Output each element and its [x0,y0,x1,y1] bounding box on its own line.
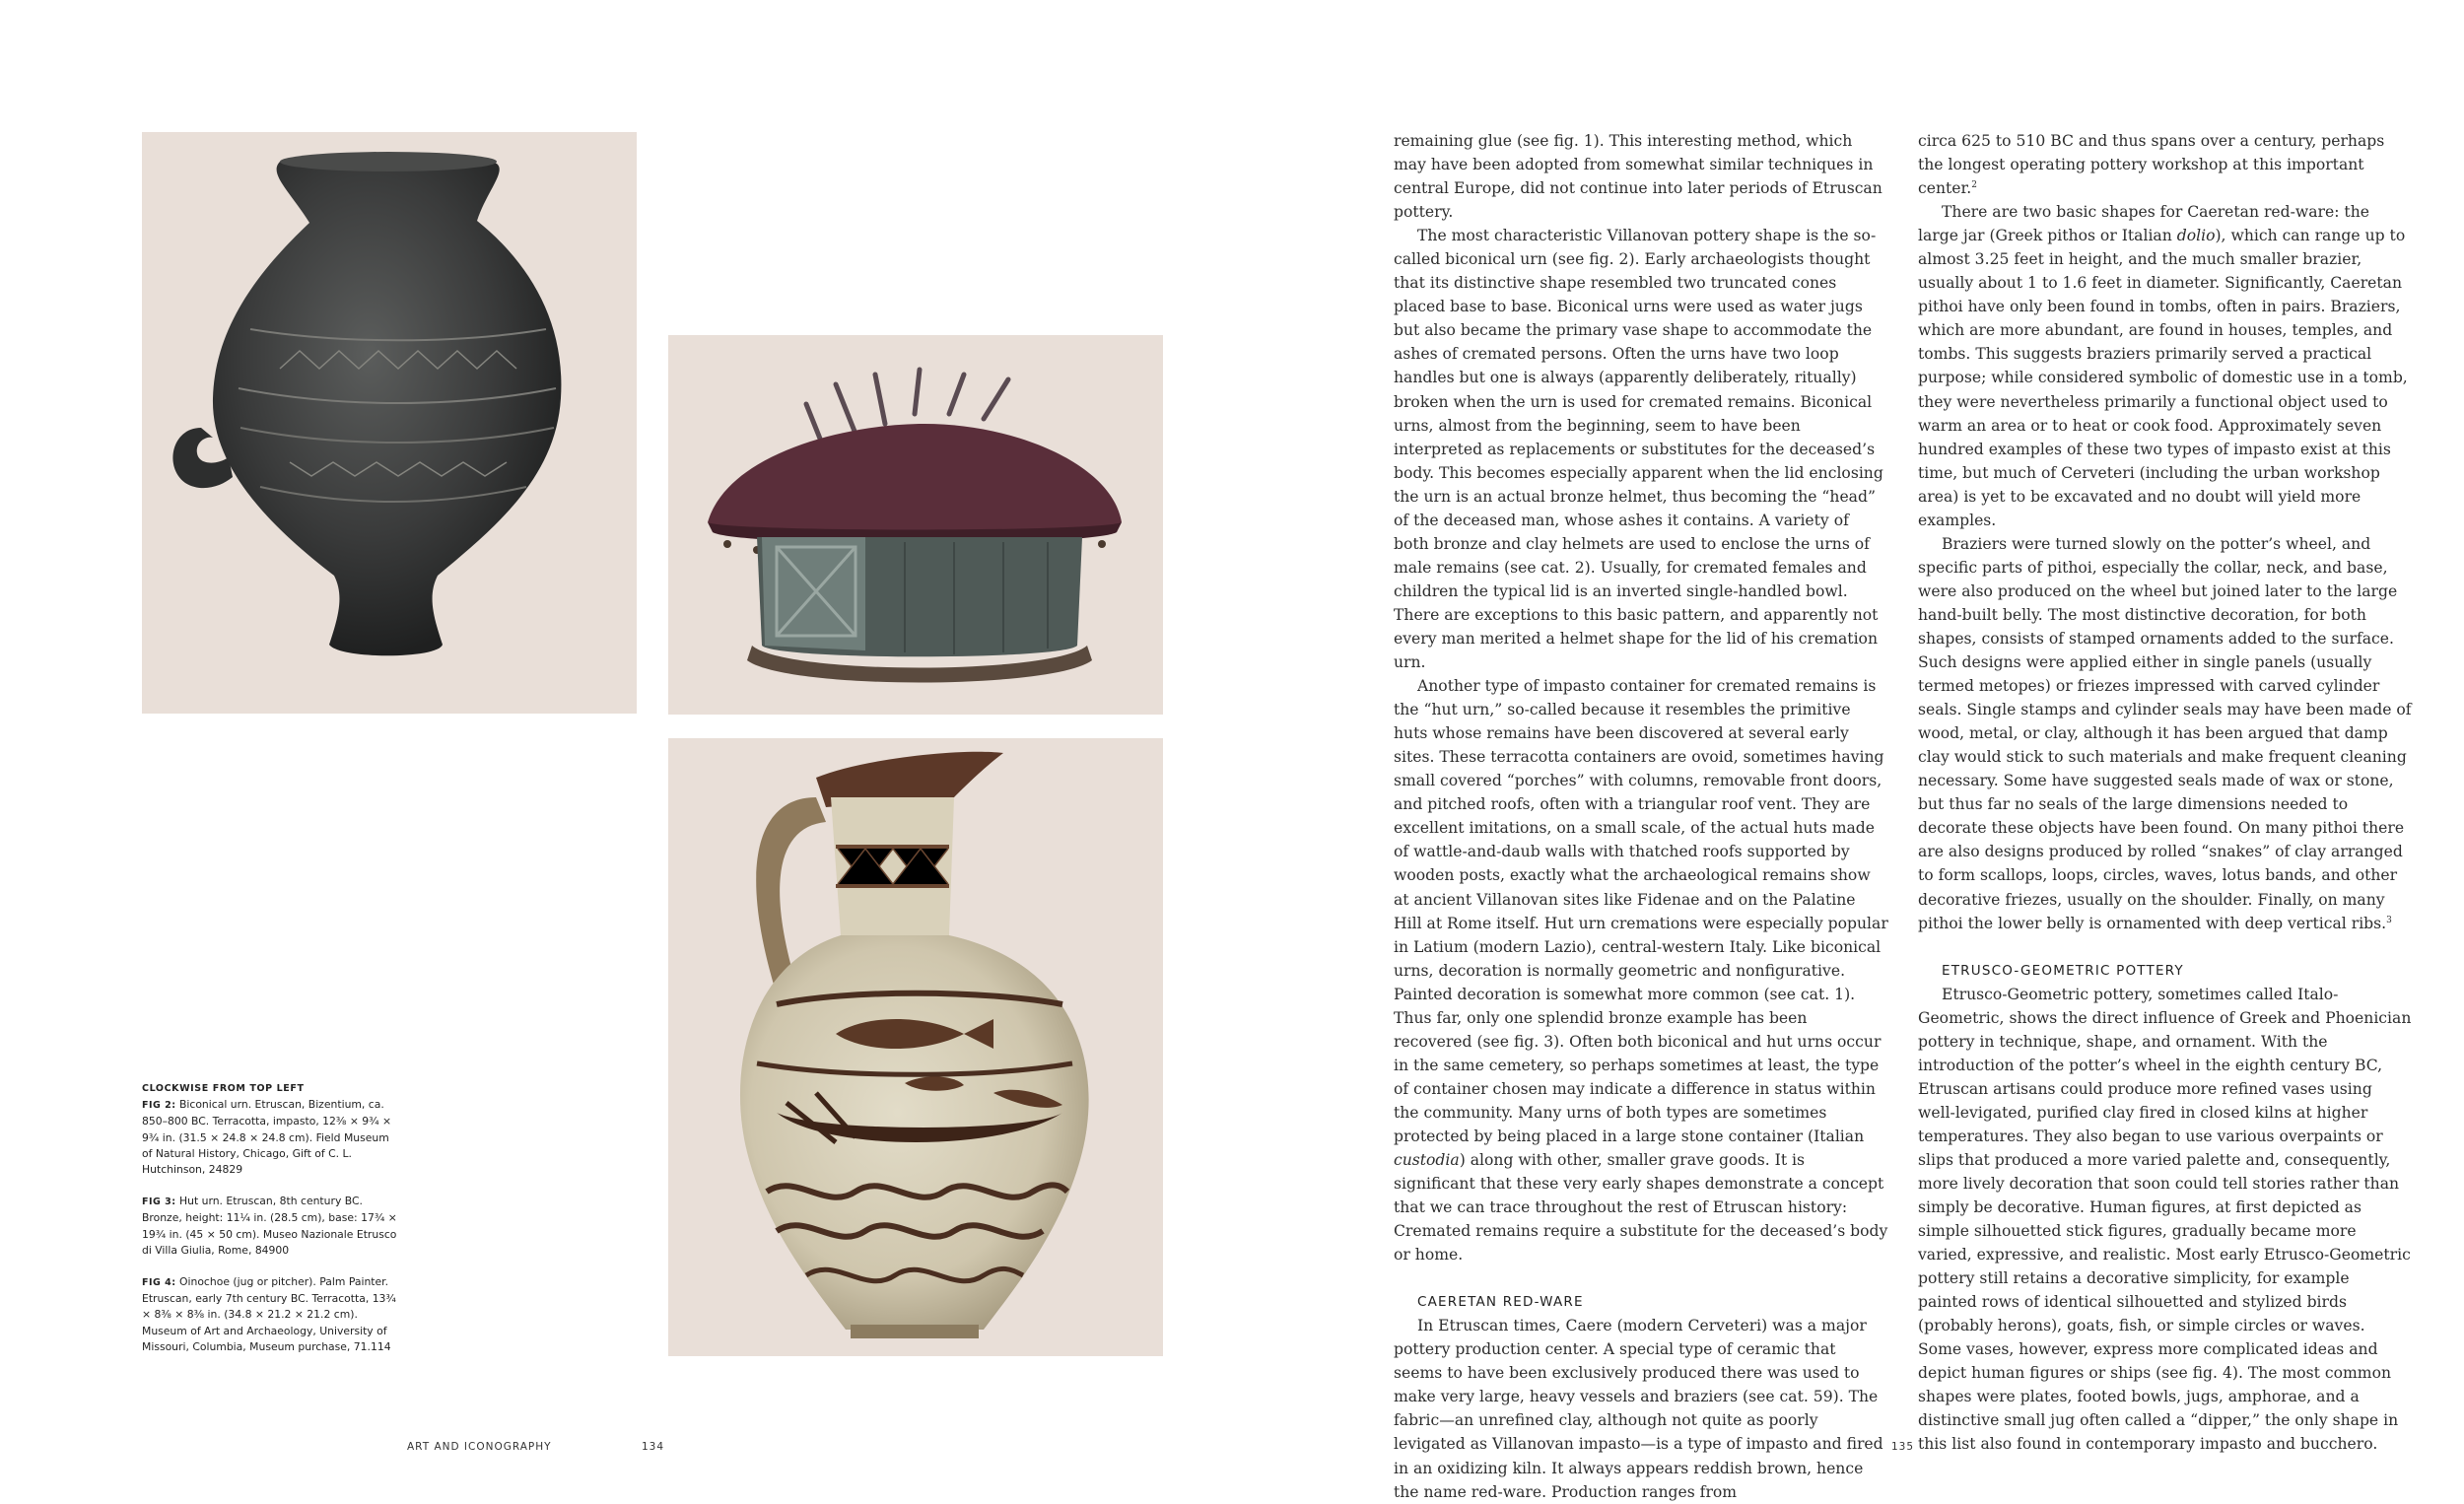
paragraph [1394,674,1888,1266]
figure-oinochoe [668,738,1163,1356]
figure-hut-urn [668,335,1163,715]
footnote-ref: 3 [2386,915,2392,925]
text-column-left [1394,129,1888,1504]
text-column-right [1918,129,2413,1457]
caption-fig4 [142,1274,398,1355]
paragraph [1918,532,2413,935]
text-run: There are two basic shapes for Caeretan red-ware: the large jar (Greek pithos or Italian [1918,203,2369,245]
italic-term: dolio [2176,227,2216,245]
text-run: Another type of impasto container for cremated remains is the “hut urn,” so-called because it resembles the primitive huts whose remains have been discovered at several early sites. These terracotta containers are ovoid, sometimes having small covered “porches” with columns, removable front doors, and pitched roofs, often with a triangular roof vent. They are excellent imitations, on a small scale, of the actual huts made of wattle-and-daub walls with thatched roofs supported by wooden posts, exactly what the archaeological remains show at ancient Villanovan sites like Fidenae and on the Palatine Hill at Rome itself. Hut urn cremations were especially popular in Latium (modern Lazio), central-western Italy. Like biconical urns, decoration is normally geometric and nonfigurative. Painted decoration is somewhat more common (see cat. 1). Thus far, only one splendid bronze example has been recovered (see fig. 3). Often both biconical and hut urns occur in the same cemetery, so perhaps sometimes at least, the type of container chosen may indicate a difference in status within the community. Many urns of both types are sometimes protected by being placed in a large stone container (Italian [1394,677,1888,1145]
caption-fig3-label: FIG 3: [142,1196,176,1208]
paragraph: The most characteristic Villanovan pottery shape is the so-called biconical urn (see fig. 2). Early archaeologists thought that its distinctive shape resembled two truncated cones placed base to base. Biconical urns were used as water jugs but also became the primary vase shape to accommodate the ashes of cremated persons. Often the urns have two loop handles but one is always (apparently deliberately, ritually) broken when the urn is used for cremated remains. Biconical urns, almost from the beginning, seem to have been interpreted as replacements or substitutes for the deceased’s body. This becomes especially apparent when the lid enclosing the urn is an actual bronze helmet, thus becoming the “head” of the deceased man, whose ashes it contains. A variety of both bronze and clay helmets are used to enclose the urns of male remains (see cat. 2). Usually, for cremated females and children the typical lid is an inverted single-handled bowl. There are exceptions to this basic pattern, and apparently not every man merited a helmet shape for the lid of his cremation urn. [1394,227,1883,672]
paragraph: remaining glue (see fig. 1). This interesting method, which may have been adopted from somewhat similar techniques in central Europe, did not continue into later periods of Etruscan pottery. [1394,132,1882,222]
caption-fig2-label: FIG 2: [142,1100,176,1112]
biconical-urn-image [142,132,637,714]
text-run: ), which can range up to almost 3.25 feet in height, and the much smaller brazier, usually about 1 to 1.6 feet in diameter. Significantly, Caeretan pithoi have only been found in tombs, often in pairs. Braziers, which are more abundant, are found in houses, temples, and tombs. This suggests braziers primarily served a practical purpose; while considered symbolic of domestic use in a tomb, they were nevertheless primarily a functional object used to warm an area or to heat or cook food. Approximately seven hundred examples of these two types of impasto exist at this time, but much of Cerveteri (including the urban workshop area) is yet to be excavated and no doubt will yield more examples. [1918,227,2408,529]
paragraph [1918,129,2413,200]
paragraph [1918,200,2413,532]
caption-fig3-text: Hut urn. Etruscan, 8th century BC. Bronze, height: 11¼ in. (28.5 cm), base: 17¾ × 19¾ in. (45 × 50 cm). Museo Nazionale Etrusco di Villa Giulia, Rome, 84900 [142,1195,397,1257]
footnote-ref: 2 [1971,179,1977,190]
caption-heading: CLOCKWISE FROM TOP LEFT [142,1083,305,1094]
running-footer-section: ART AND ICONOGRAPHY [407,1441,552,1453]
italic-term: custodia [1394,1151,1460,1170]
text-run: ) along with other, smaller grave goods. It is significant that these very early shapes demonstrate a concept that we can trace throughout the rest of Etruscan history: Cremated remains require a substitute for the deceased’s body or home. [1394,1151,1888,1265]
section-heading: ETRUSCO-GEOMETRIC POTTERY [1942,962,2184,979]
caption-fig2 [142,1097,398,1178]
figure-biconical-urn [142,132,637,714]
caption-fig2-text: Biconical urn. Etruscan, Bizentium, ca. 850–800 BC. Terracotta, impasto, 12⅜ × 9¾ × 9¾ in. (31.5 × 24.8 × 24.8 cm). Field Museum of Natural History, Chicago, Gift of C. L. Hutchinson, 24829 [142,1098,392,1177]
paragraph: Etrusco-Geometric pottery, sometimes called Italo-Geometric, shows the direct influence of Greek and Phoenician pottery in technique, shape, and ornament. With the introduction of the potter’s wheel in the eighth century BC, Etruscan artisans could produce more refined vases using well-levigated, purified clay fired in closed kilns at higher temperatures. They also began to use various overpaints or slips that produced a more varied palette and, consequently, more lively decoration that soon could tell stories rather than simply be decorative. Human figures, at first depicted as simple silhouetted stick figures, gradually became more varied, expressive, and realistic. Most early Etrusco-Geometric pottery still retains a decorative simplicity, for example painted rows of identical silhouetted and stylized birds (probably herons), goats, fish, or simple circles or waves. Some vases, however, express more complicated ideas and depict human figures or ships (see fig. 4). The most common shapes were plates, footed bowls, jugs, amphorae, and a distinctive small jug often called a “dipper,” the only shape in this list also found in contemporary impasto and bucchero. [1918,985,2412,1454]
page-number-right: 135 [1891,1441,1915,1453]
caption-fig3 [142,1194,398,1259]
text-run: Braziers were turned slowly on the potter’s wheel, and specific parts of pithoi, especially the collar, neck, and base, were also produced on the wheel but joined later to the large hand-built belly. The most distinctive decoration, for both shapes, consists of stamped ornaments added to the surface. Such designs were applied either in single panels (usually termed metopes) or friezes impressed with carved cylinder seals. Single stamps and cylinder seals may have been made of wood, metal, or clay, although it has been argued that damp clay would stick to such materials and make frequent cleaning necessary. Some have suggested seals made of wax or stone, but thus far no seals of the large dimensions needed to decorate these objects have been found. On many pithoi there are also designs produced by rolled “snakes” of clay arranged to form scallops, loops, circles, waves, lotus bands, and other decorative friezes, usually on the shoulder. Finally, on many pithoi the lower belly is ornamented with deep vertical ribs. [1918,534,2412,932]
caption-fig4-text: Oinochoe (jug or pitcher). Palm Painter. Etruscan, early 7th century BC. Terracotta, 13¾ × 8⅜ × 8⅜ in. (34.8 × 21.2 × 21.2 cm). Museum of Art and Archaeology, University of Missouri, Columbia, Museum purchase, 71.114 [142,1275,396,1353]
paragraph: In Etruscan times, Caere (modern Cerveteri) was a major pottery production center. A special type of ceramic that seems to have been exclusively produced there was used to make very large, heavy vessels and braziers (see cat. 59). The fabric—an unrefined clay, although not quite as poorly levigated as Villanovan impasto—is a type of impasto and fired in an oxidizing kiln. It always appears reddish brown, hence the name red-ware. Production ranges from [1394,1317,1883,1501]
section-heading: CAERETAN RED-WARE [1417,1294,1584,1311]
caption-fig4-label: FIG 4: [142,1277,176,1289]
page-number-left: 134 [642,1441,665,1453]
oinochoe-image [668,738,1163,1356]
text-run: circa 625 to 510 BC and thus spans over a century, perhaps the longest operating pottery workshop at this important center. [1918,132,2385,198]
hut-urn-image [668,335,1163,715]
figure-captions [142,1081,398,1355]
